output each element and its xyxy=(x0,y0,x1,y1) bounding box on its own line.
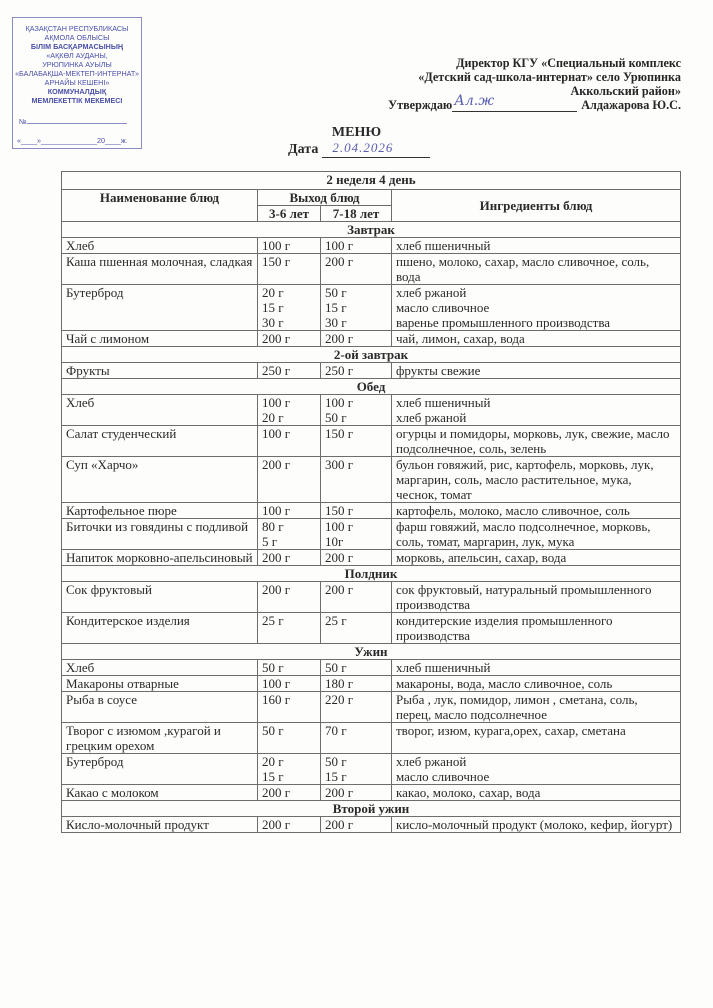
yield-7-18-cell xyxy=(321,785,392,801)
yield-7-18-value: 150 г xyxy=(325,426,354,441)
yield-7-18-value: 180 г xyxy=(325,676,354,691)
yield-7-18-value: 50 г xyxy=(325,660,347,675)
stamp-line: МЕМЛЕКЕТТІК МЕКЕМЕСІ xyxy=(31,96,123,105)
dish-name: Бутерброд xyxy=(62,754,258,785)
ingredients-value: творог, изюм, курага,орех, сахар, сметана xyxy=(396,723,626,738)
yield-3-6-cell xyxy=(258,582,321,613)
yield-7-18-value: 100 г xyxy=(325,395,354,410)
yield-3-6-value: 20 г xyxy=(262,410,284,425)
ingredients-value: бульон говяжий, рис, картофель, морковь, лук, маргарин, соль, масло растительное, мука, чеснок, томат xyxy=(396,457,654,502)
table-row xyxy=(62,785,681,801)
ingredients-value: масло сливочное xyxy=(396,300,490,315)
dish-name: Биточки из говядины с подливой xyxy=(62,519,258,550)
yield-3-6-value: 25 г xyxy=(262,613,284,628)
stamp-line: АҚМОЛА ОБЛЫСЫ xyxy=(44,33,110,42)
yield-3-6-cell xyxy=(258,457,321,503)
yield-3-6-value: 100 г xyxy=(262,676,291,691)
ingredients-value: хлеб пшеничный xyxy=(396,395,491,410)
ingredients-value: пшено, молоко, сахар, масло сливочное, соль, вода xyxy=(396,254,650,284)
approval-block xyxy=(388,56,681,112)
yield-7-18-cell xyxy=(321,723,392,754)
dish-name: Чай с лимоном xyxy=(62,331,258,347)
yield-7-18-value: 50 г xyxy=(325,410,347,425)
approval-line-1: Директор КГУ «Специальный комплекс xyxy=(456,56,681,70)
ingredients-cell xyxy=(392,785,681,801)
table-row xyxy=(62,363,681,379)
signature: Ал.ж xyxy=(454,93,495,109)
yield-7-18-cell xyxy=(321,676,392,692)
stamp-date-field: «____»______________20____ж. xyxy=(17,136,128,145)
ingredients-value: кисло-молочный продукт (молоко, кефир, йогурт) xyxy=(396,817,673,832)
ingredients-value: хлеб ржаной xyxy=(396,285,467,300)
dish-name: Хлеб xyxy=(62,395,258,426)
yield-7-18-value: 15 г xyxy=(325,769,347,784)
approval-line-3: Аккольский район» xyxy=(570,84,681,98)
yield-7-18-cell xyxy=(321,426,392,457)
ingredients-cell xyxy=(392,613,681,644)
ingredients-value: хлеб пшеничный xyxy=(396,238,491,253)
yield-7-18-value: 50 г xyxy=(325,285,347,300)
stamp-line: БІЛІМ БАСҚАРМАСЫНЫҢ xyxy=(30,42,124,51)
yield-7-18-cell xyxy=(321,331,392,347)
yield-3-6-value: 50 г xyxy=(262,660,284,675)
dish-name: Хлеб xyxy=(62,238,258,254)
col-header-ingredients: Ингредиенты блюд xyxy=(392,190,681,222)
yield-7-18-cell xyxy=(321,285,392,331)
yield-7-18-cell xyxy=(321,395,392,426)
yield-7-18-value: 25 г xyxy=(325,613,347,628)
section-title: Завтрак xyxy=(62,222,681,238)
dish-name: Каша пшенная молочная, сладкая xyxy=(62,254,258,285)
yield-3-6-value: 100 г xyxy=(262,426,291,441)
dish-name: Картофельное пюре xyxy=(62,503,258,519)
section-title: Обед xyxy=(62,379,681,395)
yield-3-6-cell xyxy=(258,238,321,254)
yield-3-6-cell xyxy=(258,395,321,426)
stamp-line: КОММУНАЛДЫҚ xyxy=(47,87,107,96)
section-header-row xyxy=(62,379,681,395)
section-title: Второй ужин xyxy=(62,801,681,817)
table-row xyxy=(62,692,681,723)
yield-3-6-value: 100 г xyxy=(262,238,291,253)
yield-7-18-value: 100 г xyxy=(325,519,354,534)
yield-7-18-value: 250 г xyxy=(325,363,354,378)
ingredients-cell xyxy=(392,254,681,285)
table-row xyxy=(62,457,681,503)
ingredients-value: огурцы и помидоры, морковь, лук, свежие, масло подсолнечное, соль, зелень xyxy=(396,426,670,456)
ingredients-cell xyxy=(392,238,681,254)
yield-7-18-cell xyxy=(321,254,392,285)
yield-3-6-value: 100 г xyxy=(262,503,291,518)
dish-name: Творог с изюмом ,курагой и грецким орехом xyxy=(62,723,258,754)
header-row xyxy=(62,190,681,206)
table-row xyxy=(62,676,681,692)
yield-7-18-cell xyxy=(321,550,392,566)
ingredients-value: макароны, вода, масло сливочное, соль xyxy=(396,676,613,691)
approval-signature-row xyxy=(388,93,681,112)
yield-3-6-cell xyxy=(258,363,321,379)
table-row xyxy=(62,238,681,254)
ingredients-value: хлеб пшеничный xyxy=(396,660,491,675)
approval-line-2: «Детский сад-школа-интернат» село Урюпинка xyxy=(418,70,681,84)
signature-line xyxy=(452,93,577,112)
yield-3-6-value: 5 г xyxy=(262,534,278,549)
yield-3-6-cell xyxy=(258,519,321,550)
date-value: 2.04.2026 xyxy=(332,140,394,155)
section-header-row xyxy=(62,222,681,238)
yield-3-6-value: 250 г xyxy=(262,363,291,378)
ingredients-value: масло сливочное xyxy=(396,769,490,784)
yield-7-18-cell xyxy=(321,363,392,379)
yield-7-18-value: 300 г xyxy=(325,457,354,472)
stamp-number-field: № xyxy=(19,117,137,126)
table-row xyxy=(62,817,681,833)
yield-7-18-cell xyxy=(321,817,392,833)
yield-3-6-value: 30 г xyxy=(262,315,284,330)
yield-7-18-value: 200 г xyxy=(325,785,354,800)
yield-3-6-value: 20 г xyxy=(262,754,284,769)
section-header-row xyxy=(62,347,681,363)
ingredients-cell xyxy=(392,754,681,785)
yield-7-18-value: 200 г xyxy=(325,550,354,565)
col-header-age-3-6: 3-6 лет xyxy=(258,206,321,222)
yield-3-6-value: 200 г xyxy=(262,331,291,346)
ingredients-value: сок фруктовый, натуральный промышленного производства xyxy=(396,582,652,612)
ingredients-cell xyxy=(392,457,681,503)
yield-3-6-cell xyxy=(258,723,321,754)
table-row xyxy=(62,519,681,550)
col-header-name: Наименование блюд xyxy=(62,190,258,222)
yield-3-6-cell xyxy=(258,660,321,676)
col-header-age-7-18: 7-18 лет xyxy=(321,206,392,222)
ingredients-cell xyxy=(392,692,681,723)
dish-name: Рыба в соусе xyxy=(62,692,258,723)
table-row xyxy=(62,254,681,285)
yield-7-18-cell xyxy=(321,754,392,785)
table-row xyxy=(62,550,681,566)
yield-7-18-value: 150 г xyxy=(325,503,354,518)
yield-3-6-value: 15 г xyxy=(262,769,284,784)
ingredients-cell xyxy=(392,550,681,566)
yield-3-6-cell xyxy=(258,426,321,457)
yield-3-6-cell xyxy=(258,254,321,285)
dish-name: Сок фруктовый xyxy=(62,582,258,613)
dish-name: Какао с молоком xyxy=(62,785,258,801)
ingredients-value: Рыба , лук, помидор, лимон , сметана, соль, перец, масло подсолнечное xyxy=(396,692,638,722)
ingredients-cell xyxy=(392,363,681,379)
date-field xyxy=(322,142,430,158)
date-row xyxy=(288,142,430,158)
yield-3-6-value: 200 г xyxy=(262,785,291,800)
yield-7-18-cell xyxy=(321,457,392,503)
table-row xyxy=(62,660,681,676)
yield-3-6-value: 15 г xyxy=(262,300,284,315)
ingredients-value: морковь, апельсин, сахар, вода xyxy=(396,550,567,565)
section-header-row xyxy=(62,644,681,660)
dish-name: Салат студенческий xyxy=(62,426,258,457)
yield-3-6-cell xyxy=(258,676,321,692)
stamp-line: «АҚКӨЛ АУДАНЫ, xyxy=(46,51,108,60)
week-day-row xyxy=(62,172,681,190)
dish-name: Бутерброд xyxy=(62,285,258,331)
ingredients-cell xyxy=(392,395,681,426)
stamp-line: «БАЛАБАҚША-МЕКТЕП-ИНТЕРНАТ» xyxy=(15,69,139,78)
yield-7-18-value: 70 г xyxy=(325,723,347,738)
yield-7-18-value: 50 г xyxy=(325,754,347,769)
table-row xyxy=(62,503,681,519)
ingredients-cell xyxy=(392,519,681,550)
table-row xyxy=(62,395,681,426)
yield-3-6-value: 160 г xyxy=(262,692,291,707)
yield-3-6-value: 200 г xyxy=(262,817,291,832)
table-row xyxy=(62,754,681,785)
yield-7-18-value: 220 г xyxy=(325,692,354,707)
ingredients-value: кондитерские изделия промышленного производства xyxy=(396,613,613,643)
date-label: Дата xyxy=(288,142,319,157)
ingredients-value: какао, молоко, сахар, вода xyxy=(396,785,541,800)
menu-table xyxy=(61,171,681,833)
yield-3-6-cell xyxy=(258,331,321,347)
signer-name: Алдажарова Ю.С. xyxy=(581,98,681,112)
dish-name: Макароны отварные xyxy=(62,676,258,692)
yield-7-18-cell xyxy=(321,660,392,676)
ingredients-value: фрукты свежие xyxy=(396,363,481,378)
section-title: Ужин xyxy=(62,644,681,660)
ingredients-cell xyxy=(392,503,681,519)
yield-3-6-cell xyxy=(258,550,321,566)
approve-label: Утверждаю xyxy=(388,98,453,112)
yield-7-18-cell xyxy=(321,692,392,723)
yield-3-6-value: 150 г xyxy=(262,254,291,269)
dish-name: Хлеб xyxy=(62,660,258,676)
dish-name: Напиток морковно-апельсиновый xyxy=(62,550,258,566)
section-title: 2-ой завтрак xyxy=(62,347,681,363)
dish-name: Фрукты xyxy=(62,363,258,379)
ingredients-value: хлеб ржаной xyxy=(396,754,467,769)
stamp-text xyxy=(13,24,141,105)
yield-7-18-cell xyxy=(321,238,392,254)
yield-7-18-value: 100 г xyxy=(325,238,354,253)
ingredients-value: хлеб ржаной xyxy=(396,410,467,425)
yield-3-6-cell xyxy=(258,754,321,785)
ingredients-cell xyxy=(392,676,681,692)
yield-7-18-value: 15 г xyxy=(325,300,347,315)
yield-7-18-value: 200 г xyxy=(325,582,354,597)
yield-3-6-value: 200 г xyxy=(262,457,291,472)
yield-3-6-value: 20 г xyxy=(262,285,284,300)
dish-name: Кисло-молочный продукт xyxy=(62,817,258,833)
yield-3-6-value: 200 г xyxy=(262,582,291,597)
stamp-line: АРНАЙЫ КЕШЕНІ» xyxy=(44,78,110,87)
stamp-line: УРЮПИНКА АУЫЛЫ xyxy=(42,60,112,69)
yield-7-18-value: 200 г xyxy=(325,254,354,269)
dish-name: Кондитерское изделия xyxy=(62,613,258,644)
yield-3-6-cell xyxy=(258,817,321,833)
table-row xyxy=(62,426,681,457)
col-header-yield: Выход блюд xyxy=(258,190,392,206)
yield-3-6-cell xyxy=(258,285,321,331)
ingredients-cell xyxy=(392,817,681,833)
yield-3-6-value: 80 г xyxy=(262,519,284,534)
yield-3-6-cell xyxy=(258,785,321,801)
dish-name: Суп «Харчо» xyxy=(62,457,258,503)
ingredients-value: варенье промышленного производства xyxy=(396,315,611,330)
section-header-row xyxy=(62,801,681,817)
table-row xyxy=(62,285,681,331)
section-title: Полдник xyxy=(62,566,681,582)
ingredients-cell xyxy=(392,660,681,676)
ingredients-cell xyxy=(392,723,681,754)
table-row xyxy=(62,582,681,613)
yield-7-18-cell xyxy=(321,503,392,519)
ingredients-value: фарш говяжий, масло подсолнечное, морковь, соль, томат, маргарин, лук, мука xyxy=(396,519,651,549)
yield-7-18-cell xyxy=(321,613,392,644)
yield-3-6-cell xyxy=(258,503,321,519)
yield-7-18-value: 200 г xyxy=(325,331,354,346)
yield-3-6-value: 100 г xyxy=(262,395,291,410)
table-row xyxy=(62,723,681,754)
ingredients-cell xyxy=(392,426,681,457)
yield-3-6-cell xyxy=(258,692,321,723)
section-header-row xyxy=(62,566,681,582)
table-row xyxy=(62,331,681,347)
page-title: МЕНЮ xyxy=(331,125,382,140)
yield-3-6-value: 200 г xyxy=(262,550,291,565)
yield-3-6-value: 50 г xyxy=(262,723,284,738)
yield-3-6-cell xyxy=(258,613,321,644)
ingredients-value: чай, лимон, сахар, вода xyxy=(396,331,525,346)
ingredients-cell xyxy=(392,582,681,613)
week-day-label: 2 неделя 4 день xyxy=(62,172,681,190)
stamp-line: ҚАЗАҚСТАН РЕСПУБЛИКАСЫ xyxy=(25,24,129,33)
ingredients-value: картофель, молоко, масло сливочное, соль xyxy=(396,503,630,518)
yield-7-18-cell xyxy=(321,519,392,550)
ingredients-cell xyxy=(392,285,681,331)
yield-7-18-value: 10г xyxy=(325,534,344,549)
yield-7-18-value: 200 г xyxy=(325,817,354,832)
yield-7-18-cell xyxy=(321,582,392,613)
yield-7-18-value: 30 г xyxy=(325,315,347,330)
table-row xyxy=(62,613,681,644)
ingredients-cell xyxy=(392,331,681,347)
